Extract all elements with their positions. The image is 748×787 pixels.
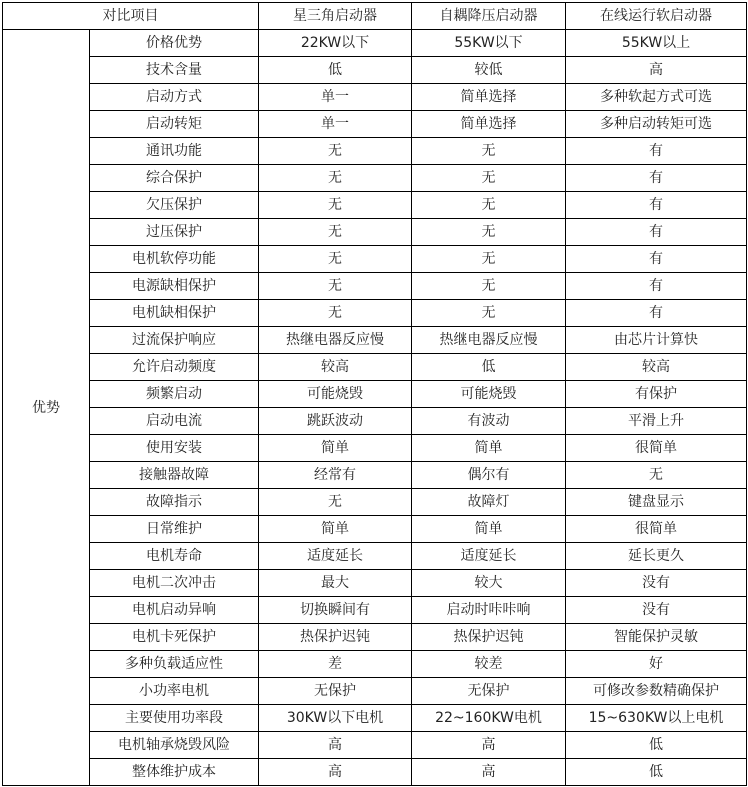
cell-soft-starter: 有 (566, 300, 747, 327)
table-row (3, 462, 747, 489)
cell-star-delta: 差 (259, 651, 412, 678)
table-row (3, 516, 747, 543)
cell-star-delta: 经常有 (259, 462, 412, 489)
table-row (3, 273, 747, 300)
cell-auto-transformer: 较差 (412, 651, 566, 678)
cell-auto-transformer: 无 (412, 219, 566, 246)
table-row (3, 651, 747, 678)
row-item: 主要使用功率段 (90, 705, 259, 732)
table-row (3, 489, 747, 516)
cell-auto-transformer: 无 (412, 246, 566, 273)
cell-soft-starter: 低 (566, 759, 747, 786)
row-item: 接触器故障 (90, 462, 259, 489)
table-row (3, 219, 747, 246)
cell-soft-starter: 很简单 (566, 516, 747, 543)
row-item: 电机卡死保护 (90, 624, 259, 651)
cell-star-delta: 低 (259, 57, 412, 84)
cell-soft-starter: 好 (566, 651, 747, 678)
table-row (3, 705, 747, 732)
cell-soft-starter: 无 (566, 462, 747, 489)
cell-auto-transformer: 55KW以下 (412, 30, 566, 57)
cell-auto-transformer: 较大 (412, 570, 566, 597)
cell-star-delta: 高 (259, 759, 412, 786)
row-item: 过流保护响应 (90, 327, 259, 354)
table-row (3, 138, 747, 165)
row-item: 启动方式 (90, 84, 259, 111)
cell-star-delta: 最大 (259, 570, 412, 597)
comparison-table (2, 2, 747, 786)
table-row (3, 597, 747, 624)
group-label: 优势 (3, 30, 90, 786)
table-row (3, 111, 747, 138)
table-row (3, 165, 747, 192)
cell-star-delta: 简单 (259, 516, 412, 543)
cell-star-delta: 跳跃波动 (259, 408, 412, 435)
row-item: 综合保护 (90, 165, 259, 192)
cell-soft-starter: 有保护 (566, 381, 747, 408)
row-item: 允许启动频度 (90, 354, 259, 381)
cell-star-delta: 无 (259, 489, 412, 516)
cell-auto-transformer: 简单 (412, 435, 566, 462)
cell-soft-starter: 较高 (566, 354, 747, 381)
cell-star-delta: 简单 (259, 435, 412, 462)
table-row (3, 381, 747, 408)
header-soft-starter: 在线运行软启动器 (566, 3, 747, 30)
cell-soft-starter: 可修改参数精确保护 (566, 678, 747, 705)
cell-auto-transformer: 无 (412, 165, 566, 192)
row-item: 启动电流 (90, 408, 259, 435)
cell-soft-starter: 延长更久 (566, 543, 747, 570)
cell-star-delta: 高 (259, 732, 412, 759)
cell-auto-transformer: 无 (412, 300, 566, 327)
header-item: 对比项目 (3, 3, 259, 30)
table-row (3, 543, 747, 570)
table-row (3, 246, 747, 273)
cell-star-delta: 无 (259, 219, 412, 246)
cell-soft-starter: 有 (566, 219, 747, 246)
cell-auto-transformer: 适度延长 (412, 543, 566, 570)
cell-soft-starter: 没有 (566, 570, 747, 597)
row-item: 欠压保护 (90, 192, 259, 219)
row-item: 电机寿命 (90, 543, 259, 570)
cell-star-delta: 热继电器反应慢 (259, 327, 412, 354)
header-auto-transformer: 自耦降压启动器 (412, 3, 566, 30)
cell-star-delta: 无 (259, 138, 412, 165)
header-star-delta: 星三角启动器 (259, 3, 412, 30)
cell-star-delta: 较高 (259, 354, 412, 381)
row-item: 价格优势 (90, 30, 259, 57)
cell-auto-transformer: 较低 (412, 57, 566, 84)
cell-star-delta: 单一 (259, 84, 412, 111)
cell-soft-starter: 有 (566, 138, 747, 165)
table-row (3, 30, 747, 57)
cell-auto-transformer: 高 (412, 759, 566, 786)
row-item: 日常维护 (90, 516, 259, 543)
row-item: 电机缺相保护 (90, 300, 259, 327)
cell-soft-starter: 智能保护灵敏 (566, 624, 747, 651)
cell-soft-starter: 多种启动转矩可选 (566, 111, 747, 138)
cell-soft-starter: 平滑上升 (566, 408, 747, 435)
cell-star-delta: 30KW以下电机 (259, 705, 412, 732)
cell-soft-starter: 由芯片计算快 (566, 327, 747, 354)
row-item: 电机启动异响 (90, 597, 259, 624)
row-item: 故障指示 (90, 489, 259, 516)
row-item: 使用安装 (90, 435, 259, 462)
row-item: 电机二次冲击 (90, 570, 259, 597)
cell-star-delta: 热保护迟钝 (259, 624, 412, 651)
cell-star-delta: 切换瞬间有 (259, 597, 412, 624)
cell-auto-transformer: 低 (412, 354, 566, 381)
row-item: 电机轴承烧毁风险 (90, 732, 259, 759)
row-item: 整体维护成本 (90, 759, 259, 786)
row-item: 多种负载适应性 (90, 651, 259, 678)
cell-auto-transformer: 无 (412, 192, 566, 219)
table-body (3, 3, 747, 786)
table-row (3, 84, 747, 111)
cell-soft-starter: 没有 (566, 597, 747, 624)
cell-star-delta: 适度延长 (259, 543, 412, 570)
table-row (3, 408, 747, 435)
table-row (3, 354, 747, 381)
cell-star-delta: 22KW以下 (259, 30, 412, 57)
cell-star-delta: 无 (259, 192, 412, 219)
cell-auto-transformer: 简单选择 (412, 84, 566, 111)
table-row (3, 570, 747, 597)
cell-soft-starter: 键盘显示 (566, 489, 747, 516)
cell-soft-starter: 低 (566, 732, 747, 759)
cell-soft-starter: 很简单 (566, 435, 747, 462)
table-row (3, 732, 747, 759)
cell-auto-transformer: 无 (412, 273, 566, 300)
cell-auto-transformer: 简单 (412, 516, 566, 543)
cell-star-delta: 无保护 (259, 678, 412, 705)
row-item: 小功率电机 (90, 678, 259, 705)
cell-soft-starter: 15~630KW以上电机 (566, 705, 747, 732)
cell-star-delta: 无 (259, 165, 412, 192)
cell-star-delta: 无 (259, 246, 412, 273)
cell-auto-transformer: 故障灯 (412, 489, 566, 516)
cell-auto-transformer: 可能烧毁 (412, 381, 566, 408)
cell-soft-starter: 有 (566, 273, 747, 300)
cell-auto-transformer: 简单选择 (412, 111, 566, 138)
cell-star-delta: 无 (259, 300, 412, 327)
table-row (3, 435, 747, 462)
table-row (3, 192, 747, 219)
cell-soft-starter: 有 (566, 165, 747, 192)
table-row (3, 624, 747, 651)
cell-soft-starter: 有 (566, 192, 747, 219)
cell-auto-transformer: 启动时咔咔响 (412, 597, 566, 624)
row-item: 过压保护 (90, 219, 259, 246)
cell-soft-starter: 55KW以上 (566, 30, 747, 57)
cell-auto-transformer: 有波动 (412, 408, 566, 435)
cell-star-delta: 可能烧毁 (259, 381, 412, 408)
cell-soft-starter: 高 (566, 57, 747, 84)
row-item: 频繁启动 (90, 381, 259, 408)
cell-auto-transformer: 22~160KW电机 (412, 705, 566, 732)
cell-star-delta: 无 (259, 273, 412, 300)
cell-soft-starter: 有 (566, 246, 747, 273)
cell-auto-transformer: 无保护 (412, 678, 566, 705)
row-item: 技术含量 (90, 57, 259, 84)
cell-star-delta: 单一 (259, 111, 412, 138)
cell-auto-transformer: 无 (412, 138, 566, 165)
cell-auto-transformer: 高 (412, 732, 566, 759)
row-item: 电机软停功能 (90, 246, 259, 273)
row-item: 通讯功能 (90, 138, 259, 165)
cell-soft-starter: 多种软起方式可选 (566, 84, 747, 111)
row-item: 电源缺相保护 (90, 273, 259, 300)
cell-auto-transformer: 热保护迟钝 (412, 624, 566, 651)
table-row (3, 678, 747, 705)
table-row (3, 327, 747, 354)
header-row (3, 3, 747, 30)
table-row (3, 300, 747, 327)
table-row (3, 759, 747, 786)
cell-auto-transformer: 热继电器反应慢 (412, 327, 566, 354)
table-row (3, 57, 747, 84)
row-item: 启动转矩 (90, 111, 259, 138)
cell-auto-transformer: 偶尔有 (412, 462, 566, 489)
